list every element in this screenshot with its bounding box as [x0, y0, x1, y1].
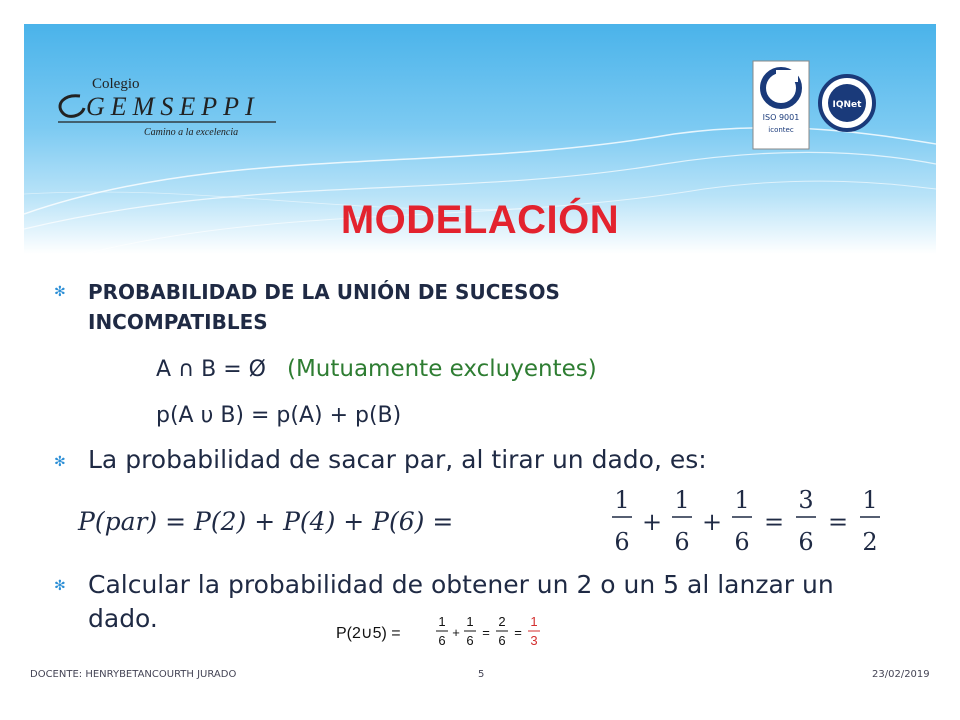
- logo-motto: Camino a la excelencia: [144, 127, 239, 138]
- svg-text:6: 6: [438, 633, 446, 648]
- union-formula: p(A υ B) = p(A) + p(B): [156, 403, 402, 428]
- fraction-denominator: 6: [734, 528, 750, 556]
- svg-text:3: 3: [530, 633, 538, 648]
- iqnet-label: IQNet: [832, 100, 862, 110]
- probability-even-equation: [74, 480, 894, 560]
- fraction-numerator: 1: [674, 486, 690, 514]
- logo-school-word: Colegio: [92, 76, 140, 92]
- fraction-numerator: 1: [862, 486, 878, 514]
- icontec-label: icontec: [768, 126, 794, 134]
- iso-label: ISO 9001: [762, 113, 800, 122]
- footer-author: DOCENTE: HENRYBETANCOURTH JURADO: [30, 669, 237, 680]
- bullet-icon: ✻: [54, 578, 66, 594]
- fraction-numerator: 1: [614, 486, 630, 514]
- bullet1-text: PROBABILIDAD DE LA UNIÓN DE SUCESOS INCOMPATIBLES: [88, 280, 560, 334]
- intersection-formula: A ∩ B = Ø: [156, 357, 266, 382]
- iso-certification-badge: [752, 60, 810, 150]
- footer-page-number: 5: [478, 669, 485, 680]
- svg-text:=: =: [827, 508, 849, 536]
- bullet-icon: ✻: [54, 284, 66, 300]
- fraction-denominator: 2: [862, 528, 878, 556]
- footer-date: 23/02/2019: [872, 669, 930, 680]
- svg-text:2: 2: [498, 614, 506, 629]
- fraction-denominator: 6: [674, 528, 690, 556]
- svg-text:6: 6: [466, 633, 474, 648]
- svg-text:+: +: [641, 508, 663, 536]
- slide-title: MODELACIÓN: [340, 198, 620, 242]
- school-logo: [52, 72, 282, 144]
- logo-name: GEMSEPPI: [86, 92, 260, 121]
- eq2-left: P(2∪5) =: [336, 625, 401, 642]
- exclusive-note: (Mutuamente excluyentes): [286, 356, 597, 382]
- bullet2-text: La probabilidad de sacar par, al tirar un dado, es:: [88, 445, 707, 474]
- fraction-numerator: 1: [734, 486, 750, 514]
- svg-text:1: 1: [466, 614, 474, 629]
- svg-text:1: 1: [530, 614, 538, 629]
- svg-text:1: 1: [438, 614, 446, 629]
- svg-text:=: =: [763, 508, 785, 536]
- intersection-line: [156, 356, 597, 382]
- svg-text:=: =: [514, 625, 522, 640]
- iqnet-certification-badge: [818, 72, 876, 134]
- fraction-numerator: 3: [798, 486, 814, 514]
- eq1-left: P(par) = P(2) + P(4) + P(6) =: [78, 507, 454, 536]
- bullet3-text: Calcular la probabilidad de obtener un 2 o un 5 al lanzar un dado.: [88, 570, 834, 633]
- svg-text:+: +: [701, 508, 723, 536]
- svg-text:+: +: [452, 625, 460, 640]
- svg-text:=: =: [482, 625, 490, 640]
- bullet-icon: ✻: [54, 454, 66, 470]
- fraction-denominator: 6: [798, 528, 814, 556]
- fraction-denominator: 6: [614, 528, 630, 556]
- union-2-or-5-formula: [336, 612, 580, 652]
- svg-text:6: 6: [498, 633, 506, 648]
